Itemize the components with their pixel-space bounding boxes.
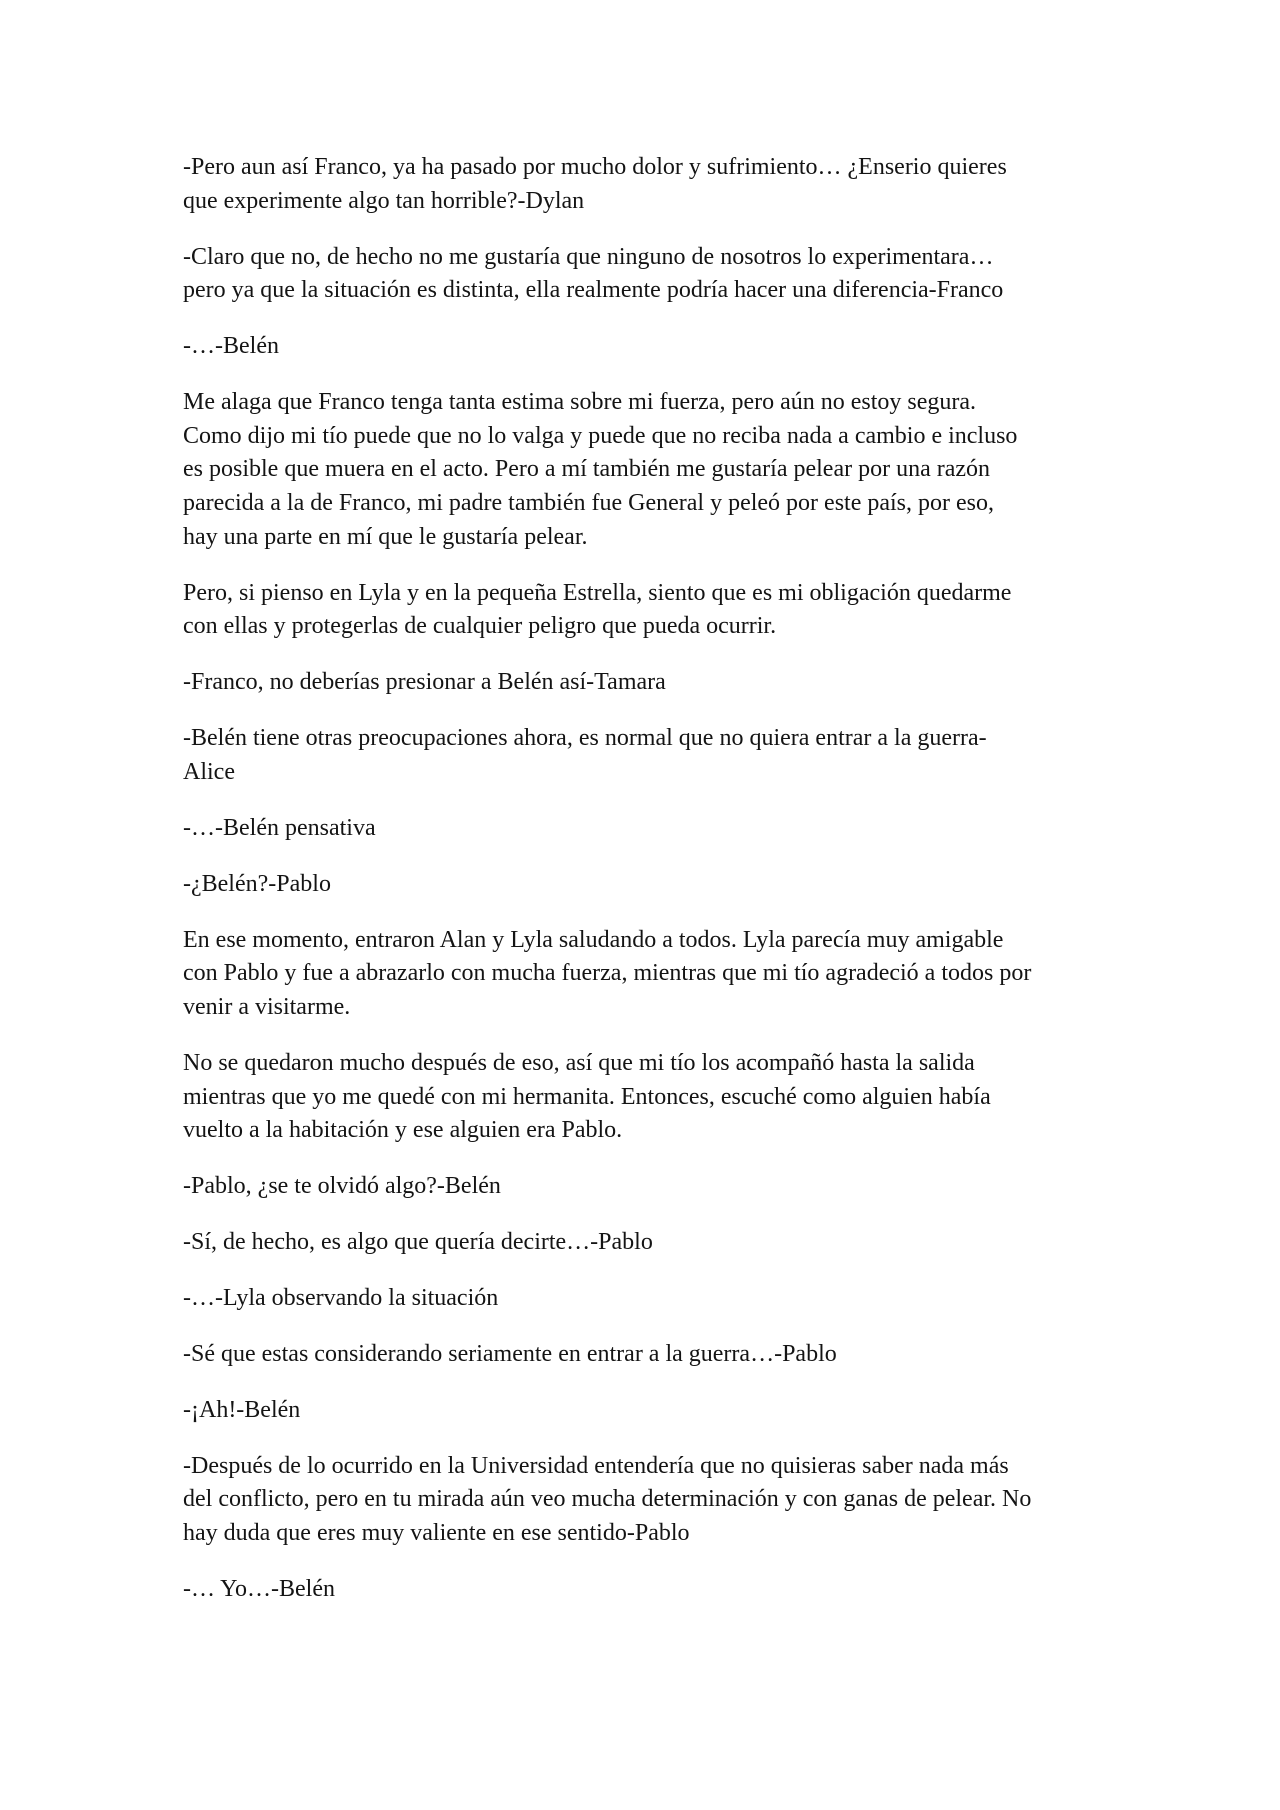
paragraph <box>183 722 1123 789</box>
text-line: Como dijo mi tío puede que no lo valga y puede que no reciba nada a cambio e incluso <box>183 422 1018 449</box>
text-line: con ellas y protegerlas de cualquier peligro que pueda ocurrir. <box>183 613 777 640</box>
text-line: -Pero aun así Franco, ya ha pasado por mucho dolor y sufrimiento… ¿Enserio quieres <box>183 154 1007 180</box>
text-line: En ese momento, entraron Alan y Lyla saludando a todos. Lyla parecía muy amigable <box>183 926 1004 953</box>
text-line: es posible que muera en el acto. Pero a mí también me gustaría pelear por una razón <box>183 456 991 483</box>
paragraph <box>183 386 1123 555</box>
text-line: Alice <box>183 758 235 785</box>
text-line: -Franco, no deberías presionar a Belén así-Tamara <box>183 669 666 696</box>
paragraph <box>183 151 1123 218</box>
text-line: -Sé que estas considerando seriamente en entrar a la guerra…-Pablo <box>183 1340 837 1367</box>
text-line: hay duda que eres muy valiente en ese sentido-Pablo <box>183 1520 690 1547</box>
paragraph <box>183 924 1123 1025</box>
text-line: -Pablo, ¿se te olvidó algo?-Belén <box>183 1173 501 1200</box>
text-line: parecida a la de Franco, mi padre también fue General y peleó por este país, por eso, <box>183 490 994 517</box>
paragraph <box>183 812 1123 846</box>
text-line: que experimente algo tan horrible?-Dylan <box>183 187 585 214</box>
text-line: pero ya que la situación es distinta, ella realmente podría hacer una diferencia-Franco <box>183 277 1004 304</box>
text-line: -¡Ah!-Belén <box>183 1396 301 1423</box>
paragraph <box>183 1450 1123 1551</box>
text-line: -¿Belén?-Pablo <box>183 870 331 897</box>
text-line: -… Yo…-Belén <box>183 1575 336 1602</box>
paragraph <box>183 1394 1123 1428</box>
paragraph <box>183 1170 1123 1204</box>
text-line: -…-Belén <box>183 333 279 360</box>
text-line: No se quedaron mucho después de eso, así que mi tío los acompañó hasta la salida <box>183 1049 975 1076</box>
text-line: venir a visitarme. <box>183 994 351 1021</box>
text-line: del conflicto, pero en tu mirada aún veo mucha determinación y con ganas de pelear. No <box>183 1486 1032 1513</box>
paragraph <box>183 868 1123 902</box>
text-line: Pero, si pienso en Lyla y en la pequeña Estrella, siento que es mi obligación quedarme <box>183 579 1012 606</box>
paragraph <box>183 1338 1123 1372</box>
paragraph <box>183 577 1123 644</box>
text-line: -Sí, de hecho, es algo que quería decirte…-Pablo <box>183 1229 653 1256</box>
paragraph <box>183 666 1123 700</box>
paragraph <box>183 1226 1123 1260</box>
text-line: -…-Belén pensativa <box>183 814 376 841</box>
text-line: -Belén tiene otras preocupaciones ahora, es normal que no quiera entrar a la guerra- <box>183 725 987 752</box>
text-line: hay una parte en mí que le gustaría pelear. <box>183 523 588 550</box>
text-line: con Pablo y fue a abrazarlo con mucha fuerza, mientras que mi tío agradeció a todos por <box>183 960 1032 987</box>
paragraph <box>183 1573 1123 1607</box>
text-line: vuelto a la habitación y ese alguien era Pablo. <box>183 1117 623 1144</box>
paragraph <box>183 241 1123 308</box>
text-line: -Después de lo ocurrido en la Universidad entendería que no quisieras saber nada más <box>183 1452 1009 1479</box>
paragraph <box>183 330 1123 364</box>
text-line: -…-Lyla observando la situación <box>183 1285 499 1312</box>
paragraph <box>183 1047 1123 1148</box>
document-body <box>183 151 1123 1629</box>
text-line: Me alaga que Franco tenga tanta estima sobre mi fuerza, pero aún no estoy segura. <box>183 389 977 416</box>
text-line: -Claro que no, de hecho no me gustaría que ninguno de nosotros lo experimentara… <box>183 243 994 270</box>
text-line: mientras que yo me quedé con mi hermanita. Entonces, escuché como alguien había <box>183 1083 991 1110</box>
paragraph <box>183 1282 1123 1316</box>
